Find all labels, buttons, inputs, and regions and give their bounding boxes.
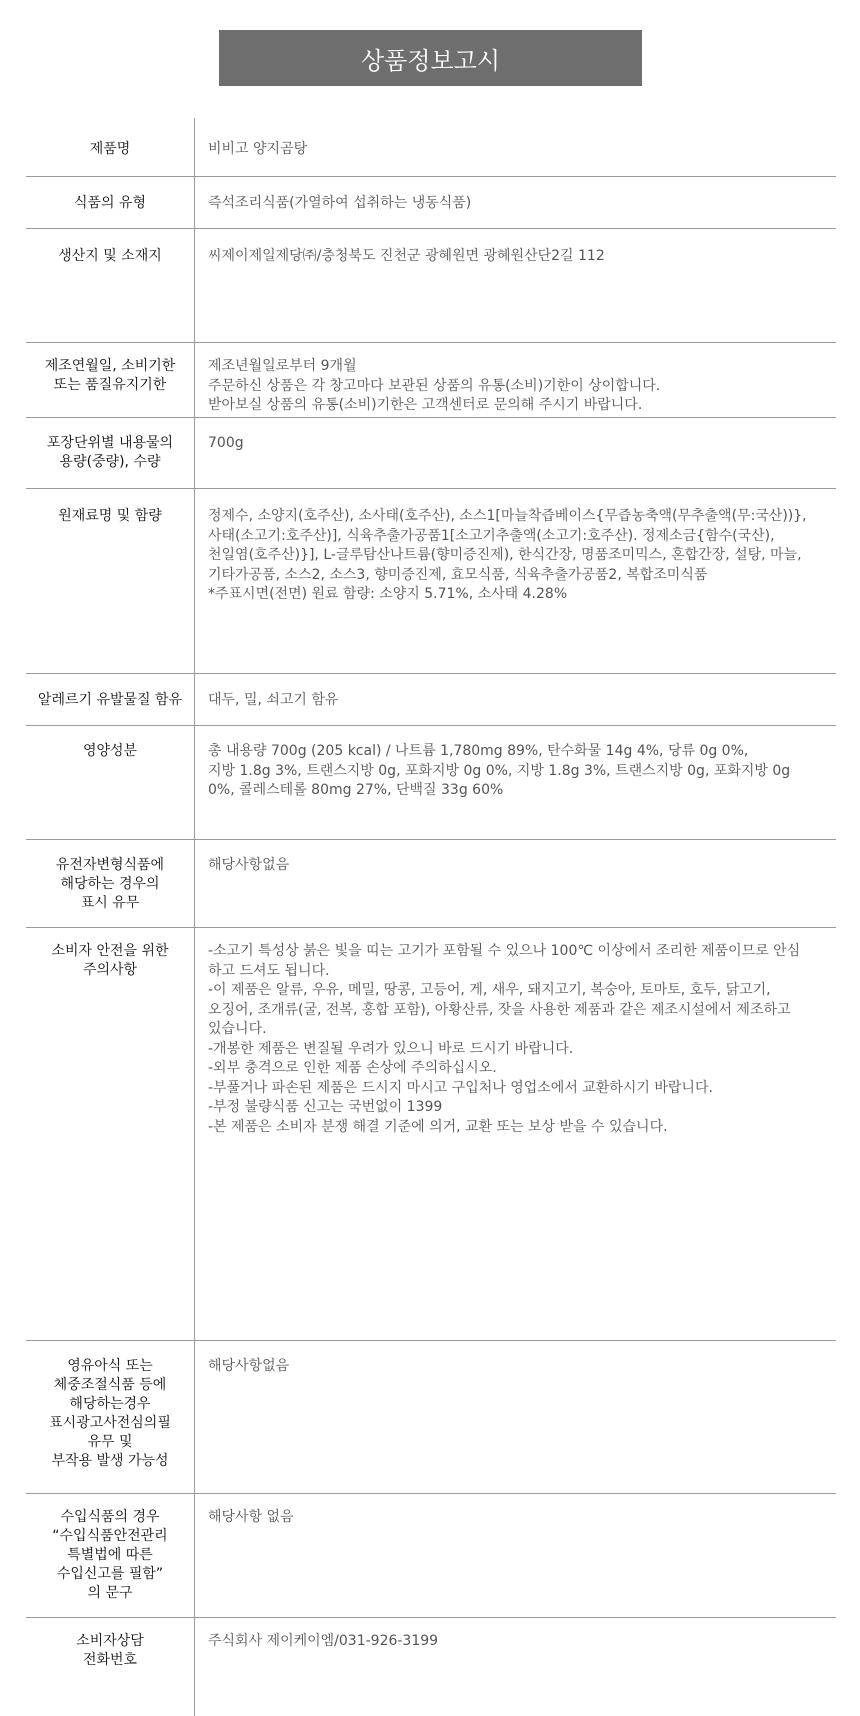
row-value: 대두, 밀, 쇠고기 함유: [208, 692, 339, 708]
row-label: 생산지 및 소재지: [58, 248, 162, 264]
column-divider: [194, 118, 195, 176]
row-label: 소비자 안전을 위한 주의사항: [51, 943, 169, 978]
row-label: 소비자상담 전화번호: [76, 1633, 144, 1668]
table-row: [26, 726, 836, 840]
table-row: [26, 118, 836, 177]
column-divider: [194, 1618, 195, 1716]
column-divider: [194, 418, 195, 488]
row-value: 해당사항 없음: [208, 1509, 294, 1525]
column-divider: [194, 229, 195, 342]
row-label: 유전자변형식품에 해당하는 경우의 표시 유무: [55, 857, 165, 911]
row-label: 영유아식 또는 체중조절식품 등에 해당하는경우 표시광고사전심의필 유무 및 부작용 발생 가능성: [49, 1358, 171, 1469]
column-divider: [194, 928, 195, 1340]
row-value: 해당사항없음: [208, 1358, 290, 1374]
row-label: 수입식품의 경우 “수입식품안전관리 특별법에 따른 수입신고를 필함” 의 문구: [52, 1509, 168, 1601]
table-row: [26, 1618, 836, 1716]
row-label: 포장단위별 내용물의 용량(중량), 수량: [46, 435, 174, 470]
row-label: 원재료명 및 함량: [58, 508, 162, 524]
table-row: [26, 489, 836, 674]
column-divider: [194, 489, 195, 673]
column-divider: [194, 343, 195, 417]
column-divider: [194, 1341, 195, 1493]
column-divider: [194, 674, 195, 725]
column-divider: [194, 1494, 195, 1617]
row-label: 제품명: [89, 141, 131, 157]
row-label: 영양성분: [82, 743, 138, 759]
row-value: 제조년월일로부터 9개월 주문하신 상품은 각 창고마다 보관된 상품의 유통(소비)기한이 상이합니다. 받아보실 상품의 유통(소비)기한은 고객센터로 문의해 주시기 바랍니다.: [208, 358, 661, 413]
row-value: 즉석조리식품(가열하여 섭취하는 냉동식품): [208, 195, 472, 211]
table-row: [26, 229, 836, 343]
row-value: 정제수, 소양지(호주산), 소사태(호주산), 소스1[마늘착즙베이스{무즙농축액(무추출액(무:국산))}, 사태(소고기:호주산)], 식육추출가공품1[소고기추출액(소고기:호주산). 정제소금{함수(국산), 천일염(호주산)}], L-글루탐산나트륨(향미증진제), 한식간장, 명품조미믹스, 혼합간장, 설탕, 마늘, 기타가공품, 소스2, 소스3, 향미증진제, 효모식품, 식육추출가공품2, 복합조미식품 *주표시면(전면) 원료 함량: 소양지 5.71%, 소사태 4.28%: [208, 508, 807, 602]
row-label: 제조연월일, 소비기한 또는 품질유지기한: [44, 358, 176, 393]
column-divider: [194, 840, 195, 927]
row-value: 해당사항없음: [208, 857, 290, 873]
column-divider: [194, 177, 195, 228]
row-value: 700g: [208, 435, 244, 451]
table-row: [26, 418, 836, 489]
row-value: 씨제이제일제당㈜/충청북도 진천군 광혜원면 광혜원산단2길 112: [208, 248, 605, 264]
column-divider: [194, 726, 195, 839]
row-value: 비비고 양지곰탕: [208, 141, 308, 157]
table-row: [26, 674, 836, 726]
row-label: 식품의 유형: [73, 195, 147, 211]
row-label: 알레르기 유발물질 함유: [37, 692, 183, 708]
row-value: 총 내용량 700g (205 kcal) / 나트륨 1,780mg 89%, 탄수화물 14g 4%, 당류 0g 0%, 지방 1.8g 3%, 트랜스지방 0g, 포화지방 0g 0%, 지방 1.8g 3%, 트랜스지방 0g, 포화지방 0g 0%, 콜레스테롤 80mg 27%, 단백질 33g 60%: [208, 743, 791, 798]
table-row: [26, 1341, 836, 1494]
table-row: [26, 343, 836, 418]
row-value: -소고기 특성상 붉은 빛을 띠는 고기가 포함될 수 있으나 100℃ 이상에서 조리한 제품이므로 안심 하고 드셔도 됩니다. -이 제품은 알류, 우유, 메밀, 땅콩, 고등어, 게, 새우, 돼지고기, 복숭아, 토마토, 호두, 닭고기, 오징어, 조개류(굴, 전복, 홍합 포함), 아황산류, 잣을 사용한 제품과 같은 제조시설에서 제조하고 있습니다. -개봉한 제품은 변질될 우려가 있으니 바로 드시기 바랍니다. -외부 충격으로 인한 제품 손상에 주의하십시오. -부풀거나 파손된 제품은 드시지 마시고 구입처나 영업소에서 교환하시기 바랍니다. -부정 불량식품 신고는 국번없이 1399 -본 제품은 소비자 분쟁 해결 기준에 의거, 교환 또는 보상 받을 수 있습니다.: [208, 943, 801, 1135]
page-title: 상품정보고시: [219, 30, 642, 86]
product-info-table: [26, 118, 836, 1716]
table-row: [26, 928, 836, 1341]
table-row: [26, 177, 836, 229]
table-row: [26, 840, 836, 928]
row-value: 주식회사 제이케이엠/031-926-3199: [208, 1633, 439, 1649]
table-row: [26, 1494, 836, 1618]
